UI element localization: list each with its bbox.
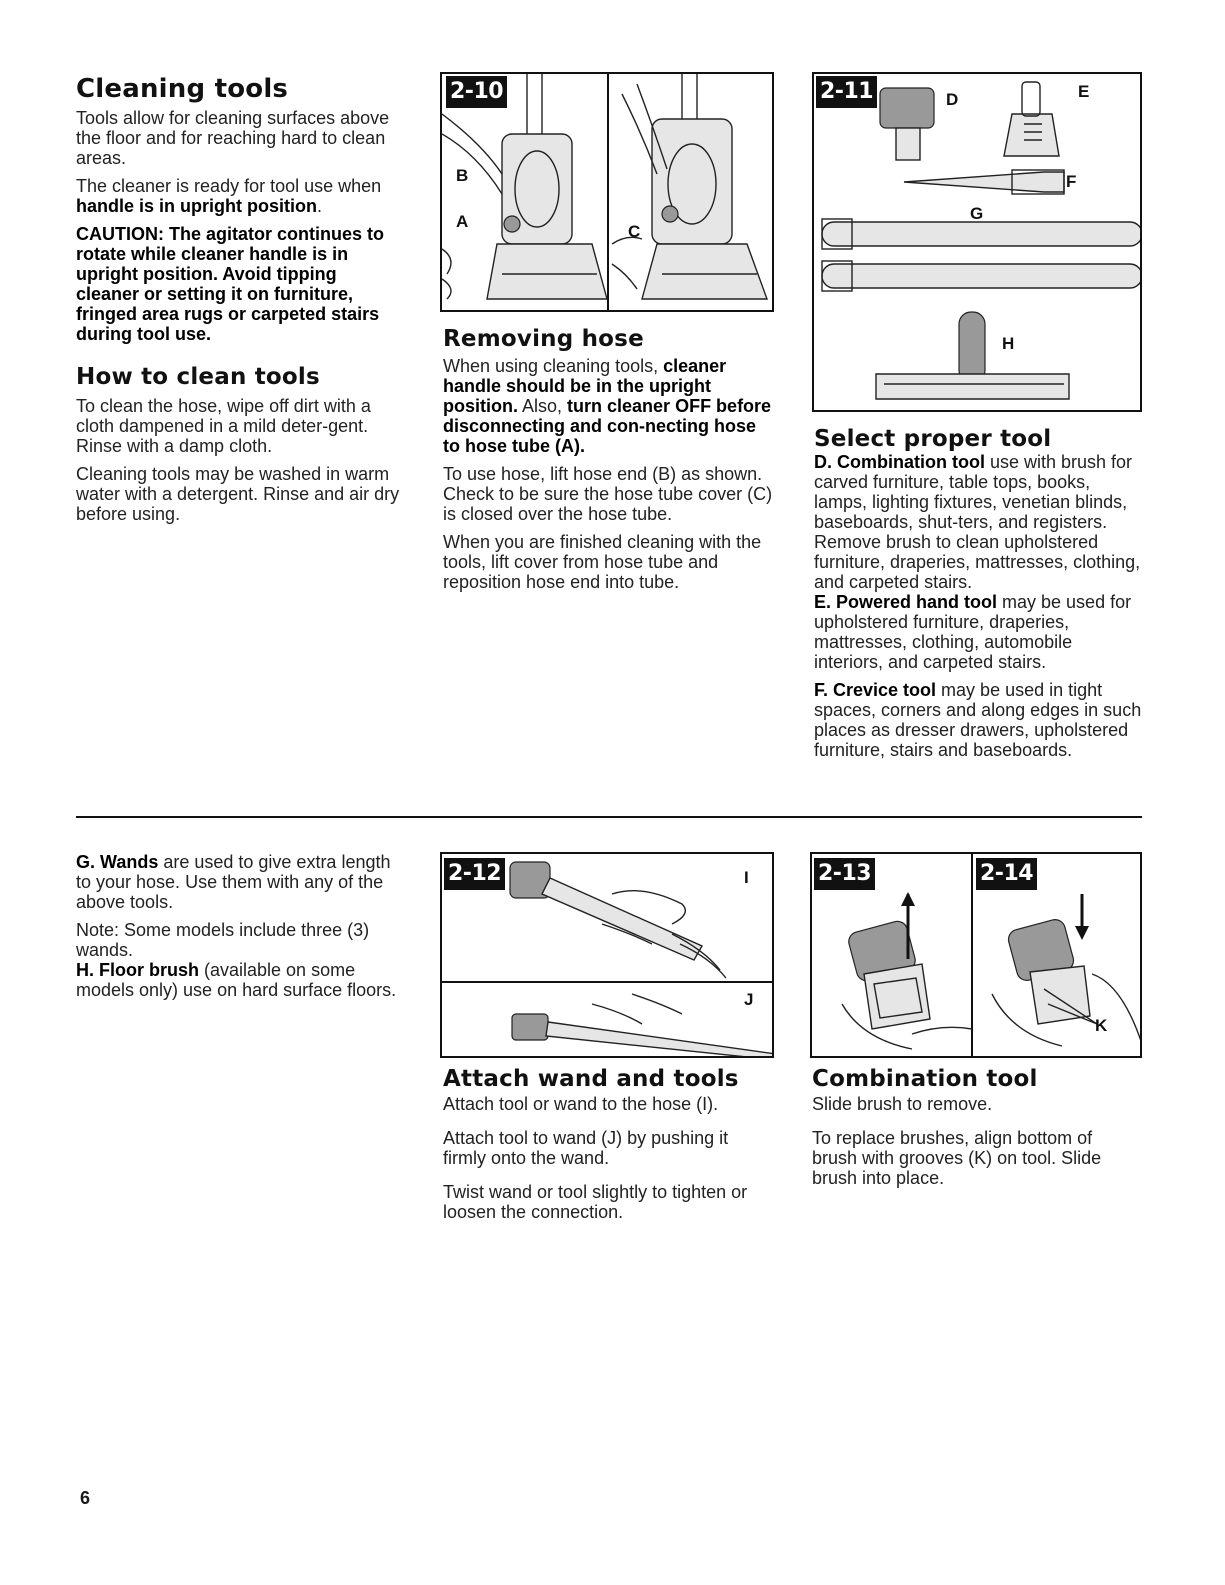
label-e: E: [1078, 82, 1090, 101]
section-title-combination-tool: Combination tool: [812, 1066, 1038, 1092]
paragraph-powered-hand-tool: E. Powered hand tool may be used for upholstered furniture, draperies, mattresses, clothing, automobile interiors, and carpeted stairs.: [814, 592, 1132, 672]
label-j: J: [744, 990, 754, 1009]
label-c: C: [628, 222, 641, 241]
paragraph-tools-intro: Tools allow for cleaning surfaces above the floor and for reaching hard to clean areas.: [76, 108, 390, 168]
paragraph-finished-cleaning: When you are finished cleaning with the tools, lift cover from hose tube and reposition hose end into tube.: [443, 532, 762, 592]
section-divider: [76, 816, 1142, 818]
figure-tag: 2-11: [816, 76, 877, 108]
label-a: A: [456, 212, 469, 231]
section-title-how-to-clean: How to clean tools: [76, 364, 320, 390]
paragraph-attach-tool-hose: Attach tool or wand to the hose (I).: [443, 1094, 719, 1114]
paragraph-replace-brushes: To replace brushes, align bottom of brush with grooves (K) on tool. Slide brush into place.: [812, 1128, 1102, 1188]
paragraph-combination-tool: D. Combination tool use with brush for carved furniture, table tops, books, lamps, lighting fixtures, venetian blinds, baseboards, shut-ters, and registers.: [814, 452, 1133, 532]
paragraph-clean-hose: To clean the hose, wipe off dirt with a cloth dampened in a mild deter-gent. Rinse with a damp cloth.: [76, 396, 371, 456]
figure-2-11: [812, 72, 1142, 412]
figure-2-10: [440, 72, 774, 312]
figure-tag: 2-14: [976, 858, 1037, 890]
column-cleaning-tools: [76, 74, 401, 524]
paragraph-wands: G. Wands are used to give extra length to your hose. Use them with any of the above tools.: [76, 852, 391, 912]
label-h: H: [1002, 334, 1015, 353]
paragraph-use-hose: To use hose, lift hose end (B) as shown. Check to be sure the hose tube cover (C) is closed over the hose tube.: [443, 464, 773, 524]
column-combination-tool: [812, 1066, 1142, 1188]
paragraph-note-wands: Note: Some models include three (3) wands.: [76, 920, 370, 960]
column-wands: [76, 852, 406, 1000]
paragraph-removing-hose-intro: When using cleaning tools, cleaner handle should be in the upright position. Also, turn cleaner OFF before disconnecting and con-necting hose to hose tube (A).: [443, 356, 772, 456]
caution-text: CAUTION: The agitator continues to rotate while cleaner handle is in upright position. Avoid tipping cleaner or setting it on furniture, fringed area rugs or carpeted stairs during tool use.: [76, 224, 384, 344]
label-k: K: [1095, 1016, 1108, 1035]
section-title-attach-wand: Attach wand and tools: [443, 1066, 739, 1092]
page-number: 6: [80, 1488, 91, 1508]
figure-tag: 2-10: [446, 76, 507, 108]
figure-tag: 2-13: [814, 858, 875, 890]
label-d: D: [946, 90, 959, 109]
paragraph-crevice-tool: F. Crevice tool may be used in tight spaces, corners and along edges in such places as dresser drawers, upholstered furniture, stairs and baseboards.: [814, 680, 1142, 760]
paragraph-wash-tools: Cleaning tools may be washed in warm water with a detergent. Rinse and air dry before using.: [76, 464, 400, 524]
paragraph-slide-brush: Slide brush to remove.: [812, 1094, 993, 1114]
label-g: G: [970, 204, 984, 223]
section-title-removing-hose: Removing hose: [443, 326, 644, 352]
figure-2-12: [440, 852, 774, 1058]
label-b: B: [456, 166, 469, 185]
tools-illustration: [814, 74, 1142, 412]
column-attach-wand: [443, 1066, 773, 1222]
paragraph-remove-brush: Remove brush to clean upholstered furniture, draperies, mattresses, clothing, and carpeted stairs.: [814, 532, 1141, 592]
paragraph-floor-brush: H. Floor brush (available on some models only) use on hard surface floors.: [76, 960, 397, 1000]
paragraph-ready-for-tool-use: The cleaner is ready for tool use when handle is in upright position.: [76, 176, 382, 216]
paragraph-twist-wand: Twist wand or tool slightly to tighten or loosen the connection.: [443, 1182, 748, 1222]
label-f: F: [1066, 172, 1077, 191]
section-title-cleaning-tools: Cleaning tools: [76, 74, 289, 104]
label-i: I: [744, 868, 749, 887]
section-title-select-proper-tool: Select proper tool: [814, 426, 1052, 452]
column-removing-hose: [443, 326, 773, 592]
vacuum-illustration: [442, 74, 774, 312]
figure-2-13-2-14: [810, 852, 1142, 1058]
paragraph-attach-tool-wand: Attach tool to wand (J) by pushing it firmly onto the wand.: [443, 1128, 729, 1168]
column-select-proper-tool: [814, 426, 1144, 760]
figure-tag: 2-12: [444, 858, 505, 890]
